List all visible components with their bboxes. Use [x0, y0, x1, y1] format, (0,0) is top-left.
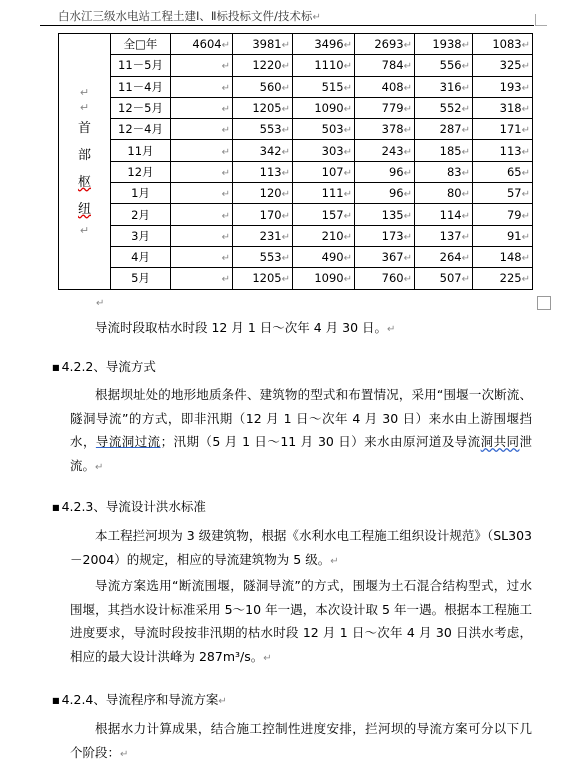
paragraph-mark-icon: ↵: [221, 82, 230, 94]
value-cell: [473, 97, 533, 118]
paragraph-mark-icon: ↵: [521, 61, 530, 73]
value-text: 553: [259, 122, 282, 137]
paragraph-mark-icon: ↵: [461, 274, 470, 286]
paragraph-mark-icon: ↵: [221, 189, 230, 201]
table-row: [59, 225, 533, 246]
paragraph-mark-icon: ↵: [403, 146, 412, 158]
value-cell: [293, 204, 355, 225]
value-text: 760: [381, 271, 404, 286]
paragraph-mark-icon: ↵: [461, 61, 470, 73]
side-label-char: 首: [77, 120, 91, 136]
value-text: 113: [499, 143, 522, 158]
value-text: 193: [499, 79, 522, 94]
paragraph-mark-icon: ↵: [221, 253, 230, 265]
value-text: 231: [259, 228, 282, 243]
value-text: 3496: [314, 37, 344, 52]
value-cell: [233, 76, 293, 97]
value-text: 553: [259, 250, 282, 265]
value-cell: [171, 55, 233, 76]
value-cell: [415, 268, 473, 289]
table-end-marker: [537, 296, 551, 310]
value-text: 57: [506, 186, 522, 201]
value-text: 408: [381, 79, 404, 94]
side-label-char: 纽: [77, 201, 91, 217]
paragraph-mark-icon: ↵: [461, 82, 470, 94]
value-cell: [171, 119, 233, 140]
paragraph-mark-icon: ↵: [79, 100, 90, 114]
paragraph-mark-icon: ↵: [343, 61, 352, 73]
value-cell: [473, 225, 533, 246]
value-cell: [473, 183, 533, 204]
value-text: 65: [506, 164, 522, 179]
value-text: 83: [446, 164, 462, 179]
month-cell: 12月: [111, 161, 171, 182]
value-cell: [415, 76, 473, 97]
paragraph-mark-icon: ↵: [281, 253, 290, 265]
paragraph-mark-icon: ↵: [221, 146, 230, 158]
value-cell: [355, 76, 415, 97]
value-text: 1090: [314, 101, 344, 116]
paragraph-mark-icon: ↵: [461, 231, 470, 243]
paragraph-mark-icon: ↵: [281, 167, 290, 179]
paragraph-mark-icon: ↵: [281, 189, 290, 201]
value-cell: [171, 161, 233, 182]
month-cell: 12－5月: [111, 97, 171, 118]
value-cell: [233, 225, 293, 246]
value-text: 490: [321, 250, 344, 265]
month-cell: 3月: [111, 225, 171, 246]
value-cell: [233, 204, 293, 225]
value-text: 210: [321, 228, 344, 243]
value-cell: [293, 76, 355, 97]
value-cell: [355, 34, 415, 55]
paragraph-mark-icon: ↵: [221, 167, 230, 179]
paragraph-mark-icon: ↵: [403, 253, 412, 265]
side-label-cell: [59, 34, 111, 290]
value-cell: [171, 97, 233, 118]
table-row: [59, 204, 533, 225]
value-cell: [355, 119, 415, 140]
value-text: 96: [388, 186, 404, 201]
value-text: 107: [321, 164, 344, 179]
paragraph-mark-icon: ↵: [521, 82, 530, 94]
value-cell: [293, 268, 355, 289]
heading-bullet-icon: ■: [52, 363, 60, 372]
paragraph-mark-icon: ↵: [521, 189, 530, 201]
paragraph-mark-icon: ↵: [263, 652, 272, 664]
value-text: 114: [439, 207, 462, 222]
value-text: 148: [499, 250, 522, 265]
value-cell: [293, 34, 355, 55]
paragraph-diversion-scheme: 导流方案选用“断流围堰，隧洞导流”的方式，围堰为土石混合结构型式，过水围堰，其挡水设计标准采用 5～10 年一遇，本次设计取 5 年一遇。根据本工程施工进度要求，导流时段按非汛期的枯水时段 12 月 1 日～次年 4 月 30 日洪水考虑，相应的最大设计洪峰为 287m³/s。↵: [70, 578, 532, 664]
value-cell: [415, 97, 473, 118]
value-text: 111: [321, 186, 344, 201]
value-cell: [293, 246, 355, 267]
value-cell: [171, 225, 233, 246]
value-text: 515: [321, 79, 344, 94]
document-header: [58, 8, 321, 24]
table-row: [59, 97, 533, 118]
paragraph-mark-icon: ↵: [281, 125, 290, 137]
paragraph-mark-icon: ↵: [343, 189, 352, 201]
value-text: 303: [321, 143, 344, 158]
month-cell: 11－4月: [111, 76, 171, 97]
value-cell: [171, 34, 233, 55]
paragraph-mark-icon: ↵: [221, 61, 230, 73]
value-text: 552: [439, 101, 462, 116]
heading-4-2-2: ■ 4.2.2、导流方式: [52, 359, 156, 374]
value-text: 367: [381, 250, 404, 265]
table-row: [59, 34, 533, 55]
paragraph-mark-icon: ↵: [521, 104, 530, 116]
paragraph-mark-icon: ↵: [281, 146, 290, 158]
value-cell: [233, 140, 293, 161]
side-label-char: 部: [77, 147, 91, 163]
paragraph-mark-icon: ↵: [95, 461, 104, 473]
paragraph-mark-icon: ↵: [120, 748, 129, 760]
paragraph-mark-icon: ↵: [312, 12, 321, 23]
value-text: 96: [388, 164, 404, 179]
paragraph-mark-icon: ↵: [281, 104, 290, 116]
value-text: 135: [381, 207, 404, 222]
value-cell: [171, 246, 233, 267]
value-cell: [415, 161, 473, 182]
value-text: 1205: [252, 271, 282, 286]
value-text: 503: [321, 122, 344, 137]
paragraph-mark-icon: ↵: [521, 40, 530, 52]
value-cell: [293, 55, 355, 76]
paragraph-mark-icon: ↵: [343, 253, 352, 265]
paragraph-mark-icon: ↵: [461, 189, 470, 201]
paragraph-mark-icon: ↵: [343, 125, 352, 137]
value-text: 80: [446, 186, 462, 201]
value-cell: [415, 246, 473, 267]
value-text: 79: [506, 207, 522, 222]
paragraph-mark-icon: ↵: [403, 167, 412, 179]
paragraph-mark-icon: ↵: [461, 40, 470, 52]
margin-corner-mark: [535, 14, 547, 26]
paragraph-mark-icon: ↵: [403, 40, 412, 52]
value-cell: [415, 55, 473, 76]
value-text: 120: [259, 186, 282, 201]
value-text: 318: [499, 101, 522, 116]
value-cell: [355, 97, 415, 118]
heading-4-2-3: ■ 4.2.3、导流设计洪水标准: [52, 499, 206, 514]
table-row: [59, 55, 533, 76]
value-cell: [473, 204, 533, 225]
paragraph-mark-icon: ↵: [461, 146, 470, 158]
paragraph-mark-icon: ↵: [221, 40, 230, 52]
month-cell: 5月: [111, 268, 171, 289]
value-cell: [233, 119, 293, 140]
value-cell: [233, 161, 293, 182]
table-row: [59, 140, 533, 161]
paragraph-mark-icon: ↵: [403, 82, 412, 94]
paragraph-mark-icon: ↵: [403, 104, 412, 116]
value-text: 4604: [192, 37, 222, 52]
paragraph-mark-icon: ↵: [343, 167, 352, 179]
value-cell: [473, 140, 533, 161]
paragraph-mark-icon: ↵: [343, 274, 352, 286]
value-text: 779: [381, 101, 404, 116]
value-text: 1110: [314, 58, 344, 73]
paragraph-mark-icon: ↵: [221, 210, 230, 222]
value-text: 507: [439, 271, 462, 286]
month-cell: 2月: [111, 204, 171, 225]
paragraph-mark-icon: ↵: [343, 40, 352, 52]
paragraph-mark-icon: ↵: [221, 231, 230, 243]
paragraph-diversion-period: 导流时段取枯水时段 12 月 1 日～次年 4 月 30 日。↵: [95, 320, 396, 335]
paragraph-mark-icon: ↵: [330, 555, 339, 567]
paragraph-mark-icon: ↵: [343, 104, 352, 116]
value-cell: [293, 97, 355, 118]
paragraph-mark-icon: ↵: [221, 104, 230, 116]
value-text: 1938: [432, 37, 462, 52]
value-text: 113: [259, 164, 282, 179]
table-row: [59, 246, 533, 267]
paragraph-mark-icon: ↵: [461, 125, 470, 137]
paragraph-mark-icon: ↵: [403, 125, 412, 137]
value-text: 1220: [252, 58, 282, 73]
value-text: 325: [499, 58, 522, 73]
value-text: 173: [381, 228, 404, 243]
value-cell: [355, 183, 415, 204]
header-title: 白水江三级水电站工程土建Ⅰ、Ⅱ标投标文件/技术标: [58, 9, 313, 23]
value-cell: [355, 204, 415, 225]
value-text: 171: [499, 122, 522, 137]
paragraph-mark-icon: ↵: [281, 82, 290, 94]
table-row: [59, 268, 533, 289]
value-text: 556: [439, 58, 462, 73]
value-cell: [293, 225, 355, 246]
paragraph-mark-icon: ↵: [343, 210, 352, 222]
paragraph-mark-icon: ↵: [79, 223, 90, 237]
value-cell: [233, 55, 293, 76]
paragraph-mark-icon: ↵: [281, 40, 290, 52]
paragraph-mark-icon: ↵: [343, 82, 352, 94]
value-cell: [233, 34, 293, 55]
side-label-char: 枢: [77, 174, 91, 190]
value-text: 378: [381, 122, 404, 137]
paragraph-mark-icon: ↵: [221, 274, 230, 286]
value-cell: [171, 76, 233, 97]
paragraph-mark-icon: ↵: [281, 61, 290, 73]
heading-bullet-icon: ■: [52, 696, 60, 705]
value-text: 157: [321, 207, 344, 222]
value-cell: [355, 161, 415, 182]
value-cell: [355, 225, 415, 246]
paragraph-mark-icon: ↵: [281, 231, 290, 243]
value-cell: [415, 140, 473, 161]
paragraph-mark-icon: ↵: [521, 125, 530, 137]
value-cell: [355, 246, 415, 267]
paragraph-mark-icon: ↵: [403, 231, 412, 243]
value-cell: [233, 246, 293, 267]
value-cell: [355, 55, 415, 76]
paragraph-mark-icon: ↵: [281, 274, 290, 286]
paragraph-mark-icon: ↵: [343, 231, 352, 243]
value-cell: [355, 140, 415, 161]
paragraph-mark-icon: ↵: [218, 696, 227, 707]
value-cell: [293, 183, 355, 204]
value-cell: [233, 268, 293, 289]
value-cell: [171, 140, 233, 161]
paragraph-mark-icon: ↵: [461, 253, 470, 265]
paragraph-mark-icon: ↵: [521, 146, 530, 158]
value-text: 170: [259, 207, 282, 222]
value-cell: [293, 161, 355, 182]
value-text: 137: [439, 228, 462, 243]
value-text: 2693: [374, 37, 404, 52]
value-text: 264: [439, 250, 462, 265]
value-cell: [473, 55, 533, 76]
value-cell: [473, 76, 533, 97]
paragraph-mark-icon: ↵: [403, 61, 412, 73]
heading-bullet-icon: ■: [52, 503, 60, 512]
value-text: 225: [499, 271, 522, 286]
value-cell: [233, 183, 293, 204]
value-cell: [293, 119, 355, 140]
value-cell: [415, 119, 473, 140]
paragraph-mark-icon: ↵: [521, 274, 530, 286]
month-cell: 4月: [111, 246, 171, 267]
diversion-tunnel-link[interactable]: 导流洞过流: [95, 434, 161, 449]
value-cell: [171, 268, 233, 289]
paragraph-mark-icon: ↵: [403, 210, 412, 222]
value-cell: [473, 246, 533, 267]
value-cell: [171, 183, 233, 204]
paragraph-mark-icon: ↵: [221, 125, 230, 137]
paragraph-mark-icon: ↵: [387, 324, 396, 335]
paragraph-mark-icon: ↵: [343, 146, 352, 158]
table-row: [59, 76, 533, 97]
table-row: [59, 183, 533, 204]
value-text: 287: [439, 122, 462, 137]
paragraph-mark-icon: ↵: [521, 167, 530, 179]
paragraph-diversion-method: 根据坝址处的地形地质条件、建筑物的型式和布置情况，采用“围堰一次断流、隧洞导流”的方式，即非汛期（12 月 1 日～次年 4 月 30 日）来水由上游围堰挡水，导流洞过流；汛期（5 月 1 日～11 月 30 日）来水由原河道及导流洞共同泄流。↵: [70, 387, 532, 473]
table-row: [59, 161, 533, 182]
value-cell: [355, 268, 415, 289]
value-cell: [473, 119, 533, 140]
month-cell: 11月: [111, 140, 171, 161]
paragraph-mark-icon: ↵: [96, 298, 105, 309]
paragraph-mark-icon: ↵: [461, 104, 470, 116]
paragraph-diversion-program: 根据水力计算成果，结合施工控制性进度安排，拦河坝的导流方案可分以下几个阶段：↵: [70, 721, 532, 760]
month-cell: 全□年: [111, 34, 171, 55]
paragraph-mark-icon: ↵: [521, 231, 530, 243]
value-cell: [233, 97, 293, 118]
value-cell: [415, 183, 473, 204]
paragraph-design-standard: 本工程拦河坝为 3 级建筑物，根据《水利水电工程施工组织设计规范》（SL303－2004）的规定，相应的导流建筑物为 5 级。↵: [70, 528, 532, 567]
value-cell: [415, 225, 473, 246]
paragraph-mark-icon: ↵: [79, 85, 90, 99]
value-cell: [473, 268, 533, 289]
value-text: 3981: [252, 37, 282, 52]
value-text: 1083: [492, 37, 522, 52]
paragraph-mark-icon: ↵: [521, 210, 530, 222]
value-cell: [473, 161, 533, 182]
value-cell: [171, 204, 233, 225]
header-rule: [40, 25, 534, 26]
flow-table: [58, 33, 533, 290]
value-text: 560: [259, 79, 282, 94]
heading-4-2-4: ■ 4.2.4、导流程序和导流方案↵: [52, 692, 227, 707]
value-cell: [293, 140, 355, 161]
month-cell: 12－4月: [111, 119, 171, 140]
value-text: 243: [381, 143, 404, 158]
value-text: 91: [506, 228, 522, 243]
paragraph-mark-icon: ↵: [403, 189, 412, 201]
value-cell: [473, 34, 533, 55]
paragraph-mark-icon: ↵: [461, 167, 470, 179]
table-row: [59, 119, 533, 140]
value-text: 1090: [314, 271, 344, 286]
paragraph-mark-icon: ↵: [521, 253, 530, 265]
value-text: 784: [381, 58, 404, 73]
tunnel-shared-text: 洞共同: [480, 434, 520, 449]
paragraph-mark-icon: ↵: [403, 274, 412, 286]
value-text: 1205: [252, 101, 282, 116]
paragraph-mark-icon: ↵: [281, 210, 290, 222]
month-cell: 11－5月: [111, 55, 171, 76]
value-text: 342: [259, 143, 282, 158]
paragraph-mark-icon: ↵: [461, 210, 470, 222]
value-cell: [415, 204, 473, 225]
value-text: 316: [439, 79, 462, 94]
month-cell: 1月: [111, 183, 171, 204]
value-text: 185: [439, 143, 462, 158]
value-cell: [415, 34, 473, 55]
